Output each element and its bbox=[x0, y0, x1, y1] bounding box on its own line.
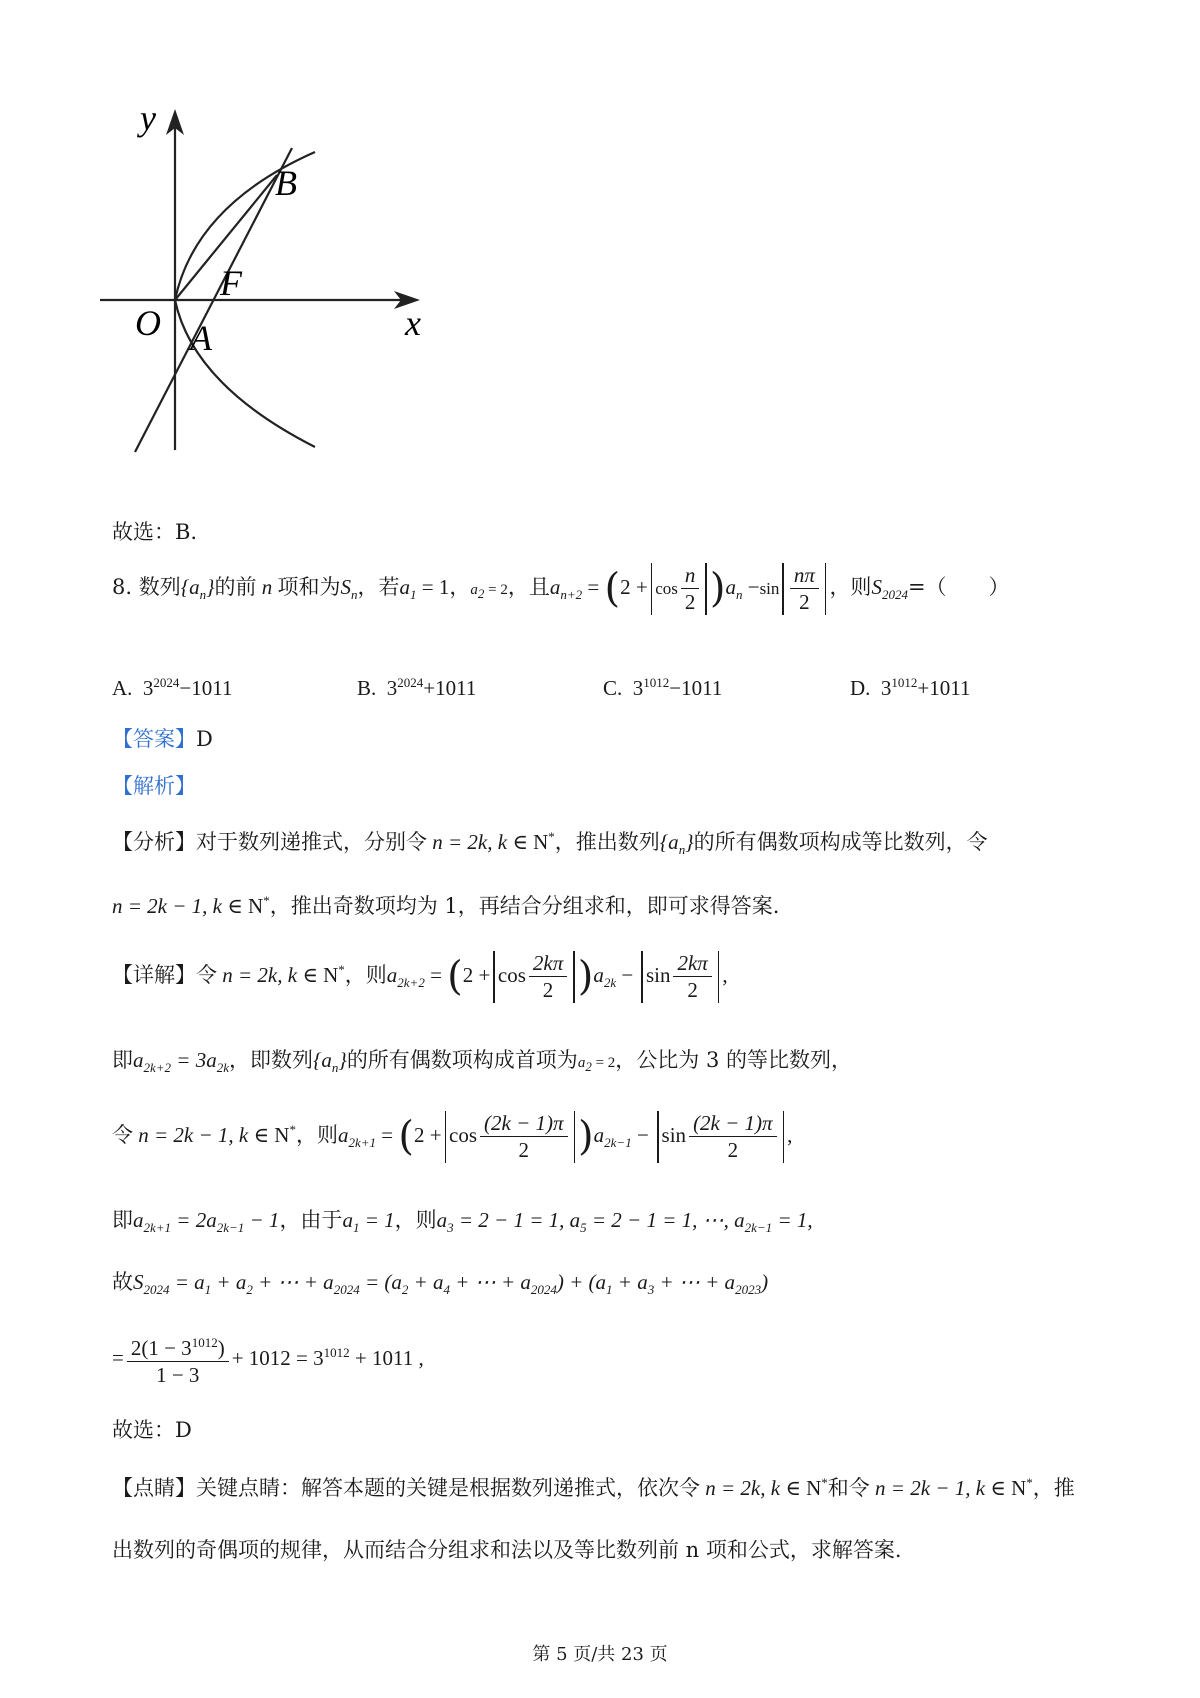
dianjing-line-1: 【点睛】关键点睛：解答本题的关键是根据数列递推式，依次令 n = 2k, k ∈ N*和令 n = 2k − 1, k ∈ N*，推 bbox=[112, 1475, 1075, 1500]
question-8: 8. 数列$\{a_n\}$的前 n 项和为$S_n$，若$a_1 = 1$，$a_2 = 2$，且$a_{n+2} = (2 + \cos$ $\frac{n}{2}$ )$a_n -\sin$ $\frac{n\pi}{2}$ ，则$S_{2024}=$（ ） bbox=[112, 563, 1010, 614]
xiangjie-tag: 【详解】 bbox=[112, 963, 196, 987]
xiangjie-line-3: 令 n = 2k − 1, k ∈ N*，则$a_{2k+1} = (2 + \cos$ $\frac{(2k - 1)\pi}{2}$ )$a_{2k-1} - \sin$ $\frac{(2k - 1)\pi}{2}$ , bbox=[112, 1111, 793, 1162]
label-origin: O bbox=[135, 303, 161, 343]
xiangjie-line-4: 即$a_{2k+1} = 2a_{2k-1} - 1$，由于$a_1 = 1$，则$a_3 = 2 - 1 = 1$, $a_5 = 2 - 1 = 1$, ⋯, $a_{2k-1} = 1$, bbox=[112, 1208, 813, 1236]
label-b: B bbox=[275, 163, 297, 203]
q8-number: 8. bbox=[112, 575, 133, 599]
choice-c[interactable]: C. $3^{1012}-1011$ bbox=[603, 675, 723, 700]
analysis-line bbox=[112, 770, 196, 800]
xiangjie-line-2: 即$a_{2k+2} = 3a_{2k}$，即数列$\{a_n\}$的所有偶数项构成首项为$a_2 = 2$，公比为 3 的等比数列， bbox=[112, 1048, 852, 1076]
select-b-line bbox=[112, 516, 197, 546]
answer-value: D bbox=[196, 727, 213, 751]
analysis-tag: 【解析】 bbox=[112, 774, 196, 798]
label-x: x bbox=[405, 303, 421, 343]
fenxi-line-1: 【分析】对于数列递推式，分别令 n = 2k, k ∈ N*，推出数列$\{a_n\}$的所有偶数项构成等比数列，令 bbox=[112, 829, 988, 858]
select-d-text: 故选：D bbox=[112, 1418, 192, 1442]
answer-line bbox=[112, 723, 213, 753]
label-y: y bbox=[140, 98, 156, 138]
label-a: A bbox=[190, 318, 212, 358]
fenxi-line-2: n = 2k − 1, k ∈ N*，推出奇数项均为 1，再结合分组求和，即可求得答案. bbox=[112, 893, 780, 918]
select-d-line bbox=[112, 1414, 192, 1444]
xiangjie-line-5: 故$S_{2024} = a_1 + a_2$ + ⋯ + $a_{2024} = (a_2 + a_4$ + ⋯ + $a_{2024}) + (a_1 + a_3$ + ⋯ + $a_{2023}$) bbox=[112, 1270, 769, 1298]
xiangjie-line-1: 【详解】令 n = 2k, k ∈ N*，则$a_{2k+2} = (2 + \cos$ $\frac{2k\pi}{2}$ )$a_{2k} - \sin$ $\frac{2k\pi}{2}$ , bbox=[112, 951, 728, 1002]
choice-d[interactable]: D. $3^{1012}+1011$ bbox=[850, 675, 971, 700]
dianjing-line-2: 出数列的奇偶项的规律，从而结合分组求和法以及等比数列前 n 项和公式，求解答案. bbox=[112, 1538, 902, 1562]
label-f: F bbox=[220, 263, 242, 303]
choice-b[interactable]: B. $3^{2024}+1011$ bbox=[357, 675, 477, 700]
select-b-text: 故选：B. bbox=[112, 520, 198, 544]
page-footer: 第 5 页/共 23 页 bbox=[532, 1644, 668, 1665]
parabola-figure bbox=[95, 95, 445, 465]
choice-a[interactable]: A. $3^{2024}-1011$ bbox=[112, 675, 233, 700]
dianjing-tag: 【点睛】 bbox=[112, 1476, 196, 1500]
fenxi-tag: 【分析】 bbox=[112, 830, 196, 854]
xiangjie-line-6: = $\frac{2(1 - 3^{1012})}{1 - 3}$ + $1012 = 3^{1012} + 1011$ , bbox=[112, 1330, 424, 1388]
answer-tag: 【答案】 bbox=[112, 727, 196, 751]
